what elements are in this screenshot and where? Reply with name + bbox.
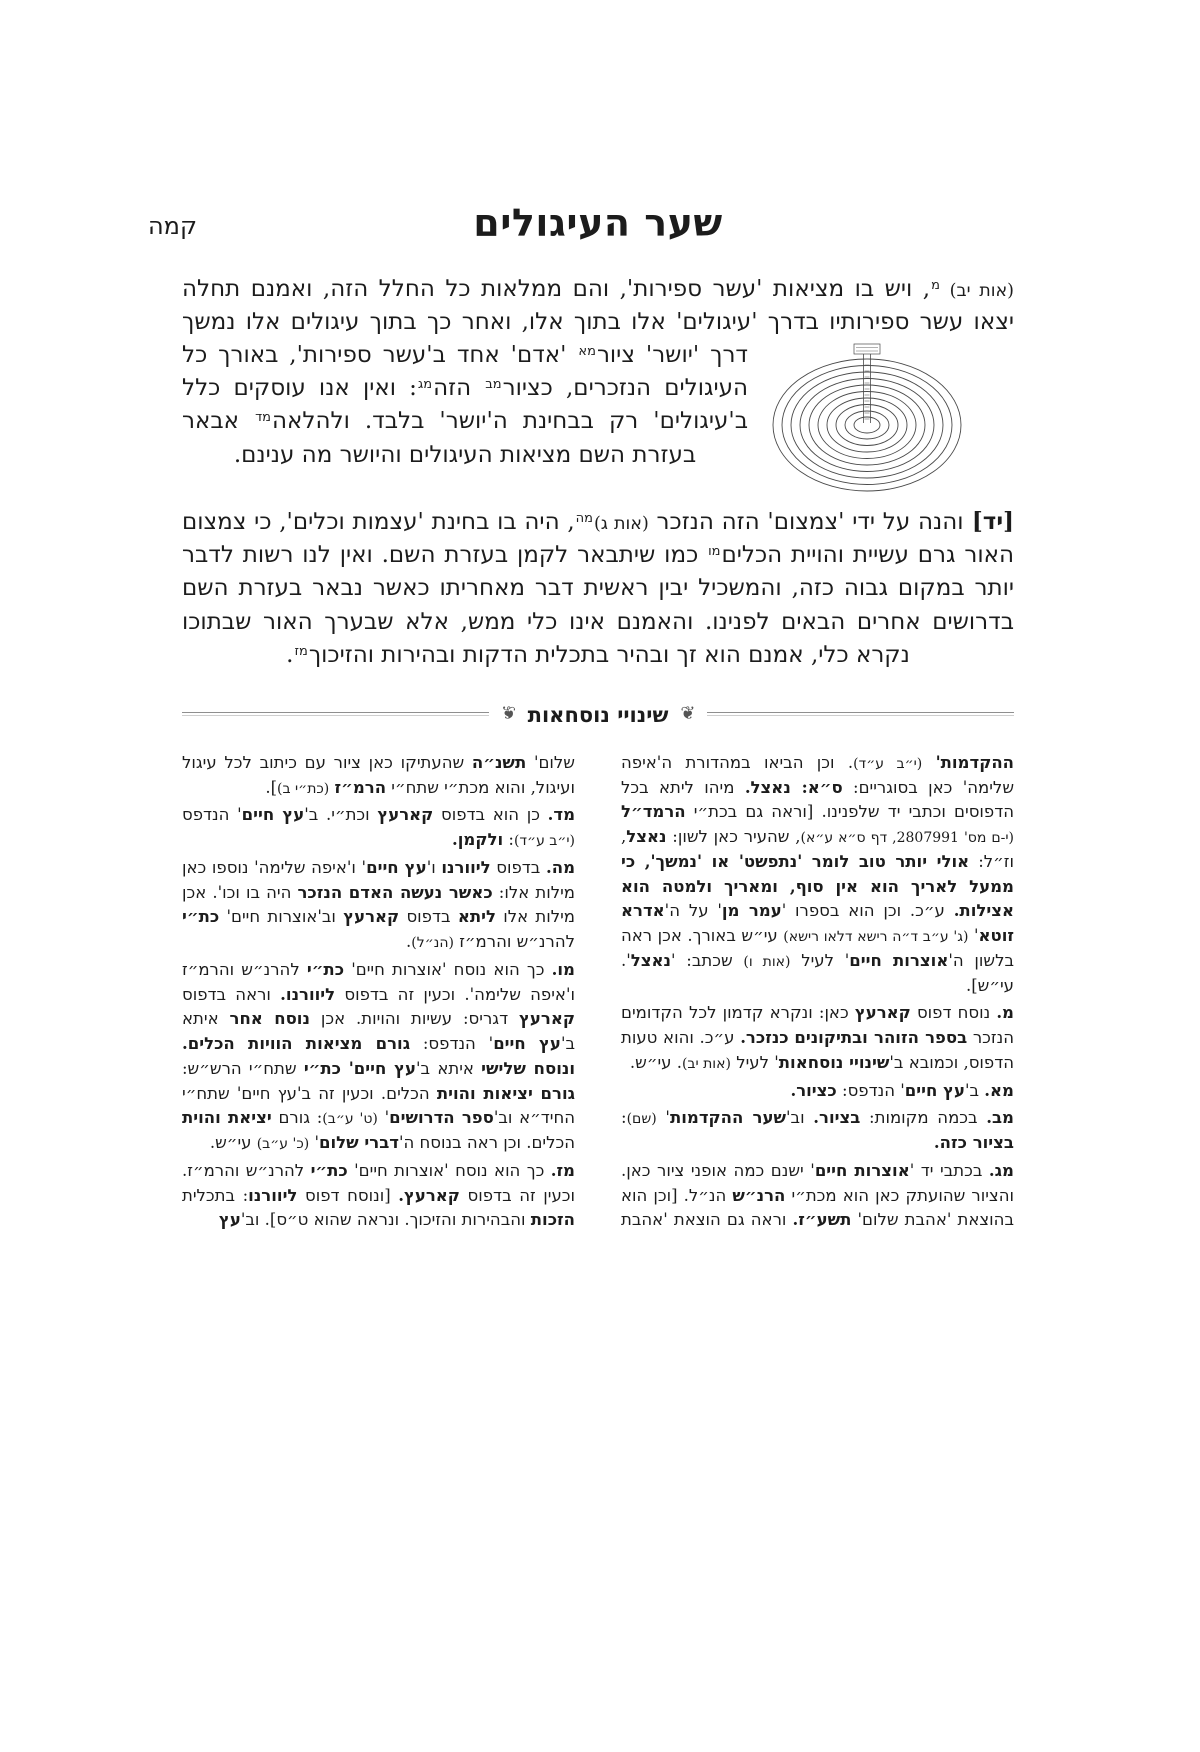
text-run: הרנ״ש (732, 1185, 786, 1205)
text-run: בדפוס (490, 857, 546, 877)
text-run: תשנ״ה (471, 752, 527, 772)
text-run: מיהו ליתא בכל הדפוסים וכתבי יד שלפנינו. [וראה גם בכת״י (621, 777, 1014, 822)
text-run: (הנ״ל) (411, 935, 454, 952)
text-run: תשע״ז. (792, 1210, 852, 1230)
text-run: שתח״י הרש״ש: (182, 1058, 304, 1078)
text-run: עץ חיים (904, 1080, 965, 1100)
text-run: הזה (433, 375, 485, 402)
text-run: בכמה מקומות: (860, 1108, 987, 1128)
text-run: וראה בדפוס (182, 984, 281, 1004)
text-run: מ. (996, 1003, 1014, 1023)
text-run: עי״ש באורך. אכן ראה בלשון ה' (621, 926, 1014, 970)
section-divider (182, 702, 1014, 727)
text-run: וראה גם הוצאת 'אהבת שלום' (526, 752, 793, 1230)
text-run: להרנ״ש והרמ״ז. וכעין זה בדפוס (182, 1160, 576, 1205)
text-run: , ויש בו מציאות 'עשר ספירות', והם ממלאות כל החלל הזה, ואמנם תחלה יצאו עשר ספירותיו בדרך 'עיגולים' אלו בתוך אלו, ואחר כך בתוך עיגולים (182, 276, 1014, 336)
text-run: ליוורנו (441, 857, 491, 877)
text-run: . (406, 932, 412, 952)
text-run: ]. (265, 777, 278, 797)
text-run: נאצל (630, 950, 672, 970)
footnote-ref-marker: מה (575, 511, 593, 527)
text-run: אדרא זוטא (621, 901, 1014, 946)
text-run: מב. (986, 1108, 1014, 1128)
text-run: כאן: ונקרא קדמון לכל הקדומים הנזכר (621, 1003, 1015, 1048)
text-run: הזכות (530, 1210, 575, 1230)
variant-notes (182, 751, 1014, 1235)
footnote (182, 803, 575, 853)
text-run: . וכן הביאו במהדורת ה'איפה שלימה' כאן בסוגריים: (621, 752, 1015, 797)
text-run: איתא ב' (416, 1058, 482, 1078)
variants-section-title: שינויי נוסחאות (527, 701, 669, 727)
text-run: ' (968, 926, 979, 946)
text-run: (י״ב ע״ד) (513, 833, 575, 850)
text-run: הכלים. וכן ראה בנוסח ה' (398, 1133, 575, 1153)
page-header (148, 200, 1014, 245)
text-run: ' הנדפס: (410, 1034, 494, 1054)
text-run: : בתכלית (182, 1185, 249, 1205)
text-run: ספר הדרושים (389, 1108, 494, 1128)
text-run: קארעץ (343, 907, 400, 927)
text-run: ליוורנו (248, 1185, 298, 1205)
text-run: . (286, 641, 294, 668)
footnote-ref-marker: מא (578, 344, 596, 360)
text-run: , שהעיר כאן לשון: (666, 827, 801, 847)
text-run: ו' (426, 857, 442, 877)
fleuron-ornament-icon: ❦ (680, 703, 696, 725)
text-run: וכת״י. ב' (304, 805, 378, 825)
text-run: מא. (984, 1080, 1014, 1100)
text-run: (י-ם מס' 2807991, דף ס״א ע״א) (800, 830, 1014, 847)
text-run: וב'אוצרות חיים' (219, 907, 344, 927)
text-run: מג. (988, 1160, 1014, 1180)
igulim-diagram (768, 343, 966, 495)
text-run: (כ' ע״ב) (256, 1136, 310, 1153)
main-paragraph-2 (182, 505, 1014, 672)
footnote-ref-marker: מד (255, 410, 271, 426)
text-run: בציור כזה. (933, 1133, 1014, 1153)
text-run: עץ חיים (366, 857, 427, 877)
text-run: הכלים. וכעין זה ב'עץ חיים' שתח״י החיד״א וב' (182, 1083, 576, 1128)
text-run: להרנ״ש והרמ״ז ו'איפה שלימה'. וכעין זה בדפוס (182, 959, 575, 1004)
page-title: שער העיגולים (473, 200, 723, 245)
text-run: עץ (218, 1210, 241, 1230)
text-run: דברי שלום (319, 1133, 399, 1153)
text-run: כך הוא נוסח 'אוצרות חיים' (347, 1160, 551, 1180)
text-run: שהעתיקו כאן ציור עם כיתוב לכל עיגול ועיגול, והוא מכת״י שתח״י (182, 752, 575, 797)
text-run: ליוורנו. (280, 984, 336, 1004)
text-run: כת״י (306, 959, 345, 979)
fleuron-ornament-icon: ❦ (500, 703, 516, 725)
text-run: כת״י (310, 1160, 348, 1180)
text-run: (אות יב) (681, 1055, 731, 1072)
text-run: ' על ה' (664, 901, 722, 921)
text-run: ' לעיל (730, 1052, 779, 1072)
main-paragraph-1 (182, 273, 1014, 472)
footnote (621, 1001, 1014, 1075)
footnote (621, 1106, 1014, 1156)
kav-top-label-box (854, 344, 880, 354)
text-run: גורם מציאות הוויות הכלים. (182, 1034, 411, 1054)
text-run: גורם יציאות והוית (436, 1083, 575, 1103)
text-run: ' ו'איפה שלימה' נוספו כאן מילות אלו: (182, 857, 575, 902)
text-run: (ט' ע״ב) (322, 1111, 378, 1128)
text-run: איתא ב' (182, 1009, 576, 1054)
text-run: , וז״ל: (621, 827, 1014, 871)
text-run: אולי יותר טוב לומר 'נתפשט' או 'נמשך', כי ממעל לאריך הוא אין סוף, ומאריך ולמטה הוא אצילות. (621, 851, 1014, 921)
text-run: בכתבי יד ' (909, 1160, 989, 1180)
text-run: מז. (550, 1160, 575, 1180)
text-run: שער ההקדמות (669, 1108, 786, 1128)
text-run: דגריס: עשיות והויות. אכן (309, 1009, 519, 1029)
text-run: אלו נמשך דרך 'יושר' ציור (182, 309, 748, 369)
text-run: והבהירות והזיכוך. ונראה שהוא ט״ס]. וב' (240, 1210, 531, 1230)
text-run: [ונוסח דפוס (297, 1185, 399, 1205)
text-run: מד. (547, 805, 576, 825)
footnote-ref-marker: מז (294, 643, 308, 659)
text-run: : ואין אנו עוסקים כלל ב'עיגולים' רק בבחינת ה'יושר' בלבד. ולהלאה (182, 375, 748, 435)
text-run: ונוסח שלישי (481, 1058, 575, 1078)
text-run: עץ חיים (241, 805, 305, 825)
text-run: (אות ג) (593, 514, 649, 535)
text-run: ' הנדפס (182, 805, 242, 825)
text-run: (כת״י ב) (277, 780, 330, 797)
text-run: אבאר בעזרת השם מציאות העיגולים והיושר מה ענינם. (182, 408, 697, 468)
footnote (182, 958, 575, 1156)
footnote (182, 1159, 575, 1233)
text-run: שינויי נוסחאות (778, 1052, 890, 1072)
text-run: מו. (551, 959, 575, 979)
text-run: להרנ״ש והרמ״ז (453, 932, 575, 952)
text-run: כאשר נעשה האדם הנזכר (297, 882, 493, 902)
text-run: נאצל (626, 827, 667, 847)
text-run: : גורם (271, 1108, 323, 1128)
text-run: אוצרות חיים (814, 1160, 910, 1180)
divider-line (707, 712, 1014, 716)
text-run: ב' (964, 1080, 985, 1100)
footnote (621, 751, 1014, 999)
text-run: , היה בו בחינת 'עצמות וכלים', כי צמצום האור גרם עשיית והויית הכלים (182, 509, 1015, 569)
text-run: נוסח אחר (229, 1009, 310, 1029)
text-run: (שם) (626, 1111, 657, 1128)
text-run: כמו שיתבאר לקמן בעזרת השם. ואין לנו רשות לדבר יותר במקום גבוה כזה, והמשכיל יבין ראשית דבר מאחריתו כאשר נבאר בעזרת השם בדרושים אחרים הבאים לפנינו. והאמנם אינו כלי ממש, אלא שבערך האור שבתוכו נקרא כלי, אמנם הוא זך ובהיר בתכלית הדקות ובהירות והזיכוך (182, 542, 1014, 668)
text-run: עץ חיים (493, 1034, 561, 1054)
text-run: ולקמן. (451, 830, 504, 850)
text-run: קארעץ. (398, 1185, 460, 1205)
text-run: עי״ש. (209, 1133, 257, 1153)
text-run: וב' (786, 1108, 814, 1128)
text-run: אוצרות חיים (849, 950, 949, 970)
text-run: : (621, 1108, 627, 1128)
text-run: כך הוא נוסח 'אוצרות חיים' (344, 959, 552, 979)
text-run: (י״ב ע״ד) (853, 755, 923, 772)
text-run: קארעץ (377, 805, 434, 825)
text-run: (אות ו) (743, 953, 791, 970)
main-text (182, 273, 1014, 672)
page-number: קמה (148, 212, 198, 240)
text-run: '. עי״ש]. (621, 950, 1014, 995)
footnote (182, 856, 575, 955)
text-run: ס״א: נאצל. (744, 777, 843, 797)
text-run: בספר הזוהר ובתיקונים (794, 1028, 968, 1048)
text-run: קארעץ (519, 1009, 575, 1029)
text-run: ע״כ. וכן הוא בספרו ' (781, 901, 954, 921)
text-run: היה בו וכו'. אכן מילות אלו (182, 882, 575, 927)
text-run: ' (377, 1108, 390, 1128)
text-run: ' לעיל (790, 950, 850, 970)
text-run: כן הוא בדפוס (433, 805, 548, 825)
text-run: והנה על ידי 'צמצום' הזה הנזכר (648, 509, 964, 536)
text-run: מה. (545, 857, 576, 877)
text-run: : (503, 830, 514, 850)
text-run: 'אדם' אחד ב'עשר ספירות', באורך כל העיגולים הנזכרים, כציור (182, 342, 749, 402)
kav-line (864, 354, 871, 423)
text-run: הנ״ל. [וכן הוא בהוצאת 'אהבת שלום' (621, 1185, 1014, 1230)
text-run: כת״י (182, 907, 220, 927)
text-run: בציור. (813, 1108, 861, 1128)
text-run: שכתב: ' (671, 950, 744, 970)
text-run: . עי״ש. (629, 1052, 682, 1072)
footnote-ref-marker: מג (417, 377, 433, 393)
text-run: בדפוס (399, 907, 458, 927)
text-run: ליתא (457, 907, 496, 927)
footnote (621, 1079, 1014, 1104)
text-run: כציור. (790, 1080, 837, 1100)
text-run: עמר מן (721, 901, 782, 921)
footnote-ref-marker: מ (931, 278, 940, 293)
divider-line (182, 712, 489, 716)
text-run: ' ישנם כמה אופני ציור כאן. והציור שהועתק כאן הוא מכת״י (621, 1160, 1014, 1205)
text-run (922, 753, 935, 772)
text-run: ההקדמות' (935, 752, 1015, 772)
text-run: (ג' ע״ב ד״ה רישא דלאו רישא) (783, 929, 969, 946)
text-run: [יד] (963, 508, 1014, 536)
footnote-ref-marker: מו (708, 544, 721, 560)
text-run: כנזכר. (740, 1028, 789, 1048)
footnote-ref-marker: מב (485, 377, 502, 393)
text-run: ' הנדפס: (836, 1080, 905, 1100)
text-run: נוסח דפוס (910, 1003, 997, 1023)
text-run: ' (309, 1133, 320, 1153)
text-run: הרמ״ז (334, 777, 387, 797)
text-run: ' (656, 1108, 670, 1128)
text-run: הרמד״ל (621, 802, 686, 822)
text-run: עץ חיים' כת״י (303, 1058, 416, 1078)
text-run: יציאת והוית (182, 1108, 272, 1128)
text-run: קארעץ (854, 1003, 911, 1023)
text-run: (אות יב) (940, 281, 1014, 301)
concentric-circles-figure (768, 343, 966, 495)
text-run: ע״כ. והוא טעות הדפוס, וכמובא ב' (621, 1028, 1014, 1072)
